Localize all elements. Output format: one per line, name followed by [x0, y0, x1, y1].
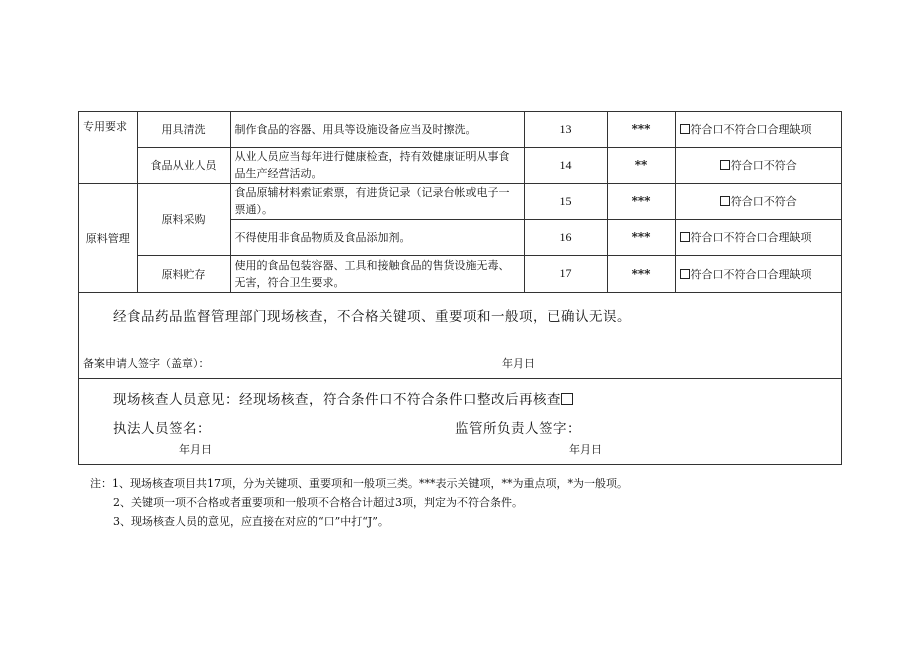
requirement-cell: 使用的食品包装容器、工具和接触食品的售货设施无毒、无害，符合卫生要求。 [230, 255, 524, 292]
result-text: 符合口不符合 [730, 195, 797, 208]
number-cell: 17 [524, 255, 607, 292]
result-text: 符合口不符合 [730, 159, 797, 172]
checklist-table [79, 112, 841, 293]
table-row [79, 255, 841, 292]
inspection-opinion-line [113, 388, 573, 408]
item-cell: 原料采购 [137, 183, 230, 255]
checkbox-icon[interactable] [680, 269, 690, 279]
enforcer-signature-label: 执法人员签名： [113, 421, 211, 437]
result-text: 符合口不符合口合理缺项 [690, 123, 812, 137]
item-cell: 用具清洗 [137, 112, 230, 147]
number-cell: 13 [524, 112, 607, 147]
table-row [79, 112, 841, 147]
inspection-opinion-section [79, 378, 841, 464]
checkbox-icon[interactable] [680, 232, 690, 242]
requirement-cell: 从业人员应当每年进行健康检查，持有效健康证明从事食品生产经营活动。 [230, 147, 524, 183]
checkbox-icon[interactable] [680, 124, 690, 134]
checkbox-icon[interactable] [561, 393, 573, 405]
result-text: 符合口不符合口合理缺项 [690, 231, 812, 244]
item-cell: 食品从业人员 [137, 147, 230, 183]
requirement-cell: 制作食品的容器、用具等设施设备应当及时擦洗。 [230, 112, 524, 147]
confirmation-statement: 经食品药品监督管理部门现场核查，不合格关键项、重要项和一般项，已确认无误。 [113, 309, 631, 325]
level-cell: *** [607, 219, 675, 255]
category-cell: 专用要求 [79, 112, 137, 183]
supervisor-date-label: 年月日 [569, 443, 602, 456]
result-cell[interactable] [675, 219, 841, 255]
applicant-signature-label: 备案申请人签字（盖章）： [83, 357, 210, 370]
note-line: 注：1、现场核查项目共17项，分为关键项、重要项和一般项三类。***表示关键项，**为重点项，*为一般项。 [90, 477, 628, 490]
confirmation-section [79, 292, 841, 378]
number-cell: 15 [524, 183, 607, 219]
supervisor-signature-label: 监管所负责人签字： [455, 421, 581, 437]
table-row [79, 183, 841, 219]
note-line: 3、现场核查人员的意见，应直接在对应的“口”中打“J”。 [113, 515, 389, 528]
number-cell: 16 [524, 219, 607, 255]
checkbox-icon[interactable] [720, 196, 730, 206]
item-cell: 原料贮存 [137, 255, 230, 292]
level-cell: *** [607, 183, 675, 219]
result-text: 符合口不符合口合理缺项 [690, 267, 812, 281]
note-line: 2、关键项一项不合格或者重要项和一般项不合格合计超过3项，判定为不符合条件。 [113, 496, 523, 509]
result-cell[interactable] [675, 147, 841, 183]
result-cell[interactable] [675, 183, 841, 219]
requirement-cell: 食品原辅材料索证索票，有进货记录（记录台帐或电子一票通）。 [230, 183, 524, 219]
level-cell: ** [607, 147, 675, 183]
table-row [79, 147, 841, 183]
level-cell: *** [607, 112, 675, 147]
number-cell: 14 [524, 147, 607, 183]
inspection-opinion: 现场核查人员意见：经现场核查，符合条件口不符合条件口整改后再核查 [113, 392, 561, 408]
result-cell[interactable] [675, 255, 841, 292]
checkbox-icon[interactable] [720, 160, 730, 170]
applicant-date-label: 年月日 [502, 357, 535, 370]
category-cell: 原料管理 [79, 183, 137, 292]
enforcer-date-label: 年月日 [179, 443, 212, 456]
notes [90, 474, 628, 531]
result-cell[interactable] [675, 112, 841, 147]
level-cell: *** [607, 255, 675, 292]
inspection-form [78, 111, 842, 465]
requirement-cell: 不得使用非食品物质及食品添加剂。 [230, 219, 524, 255]
